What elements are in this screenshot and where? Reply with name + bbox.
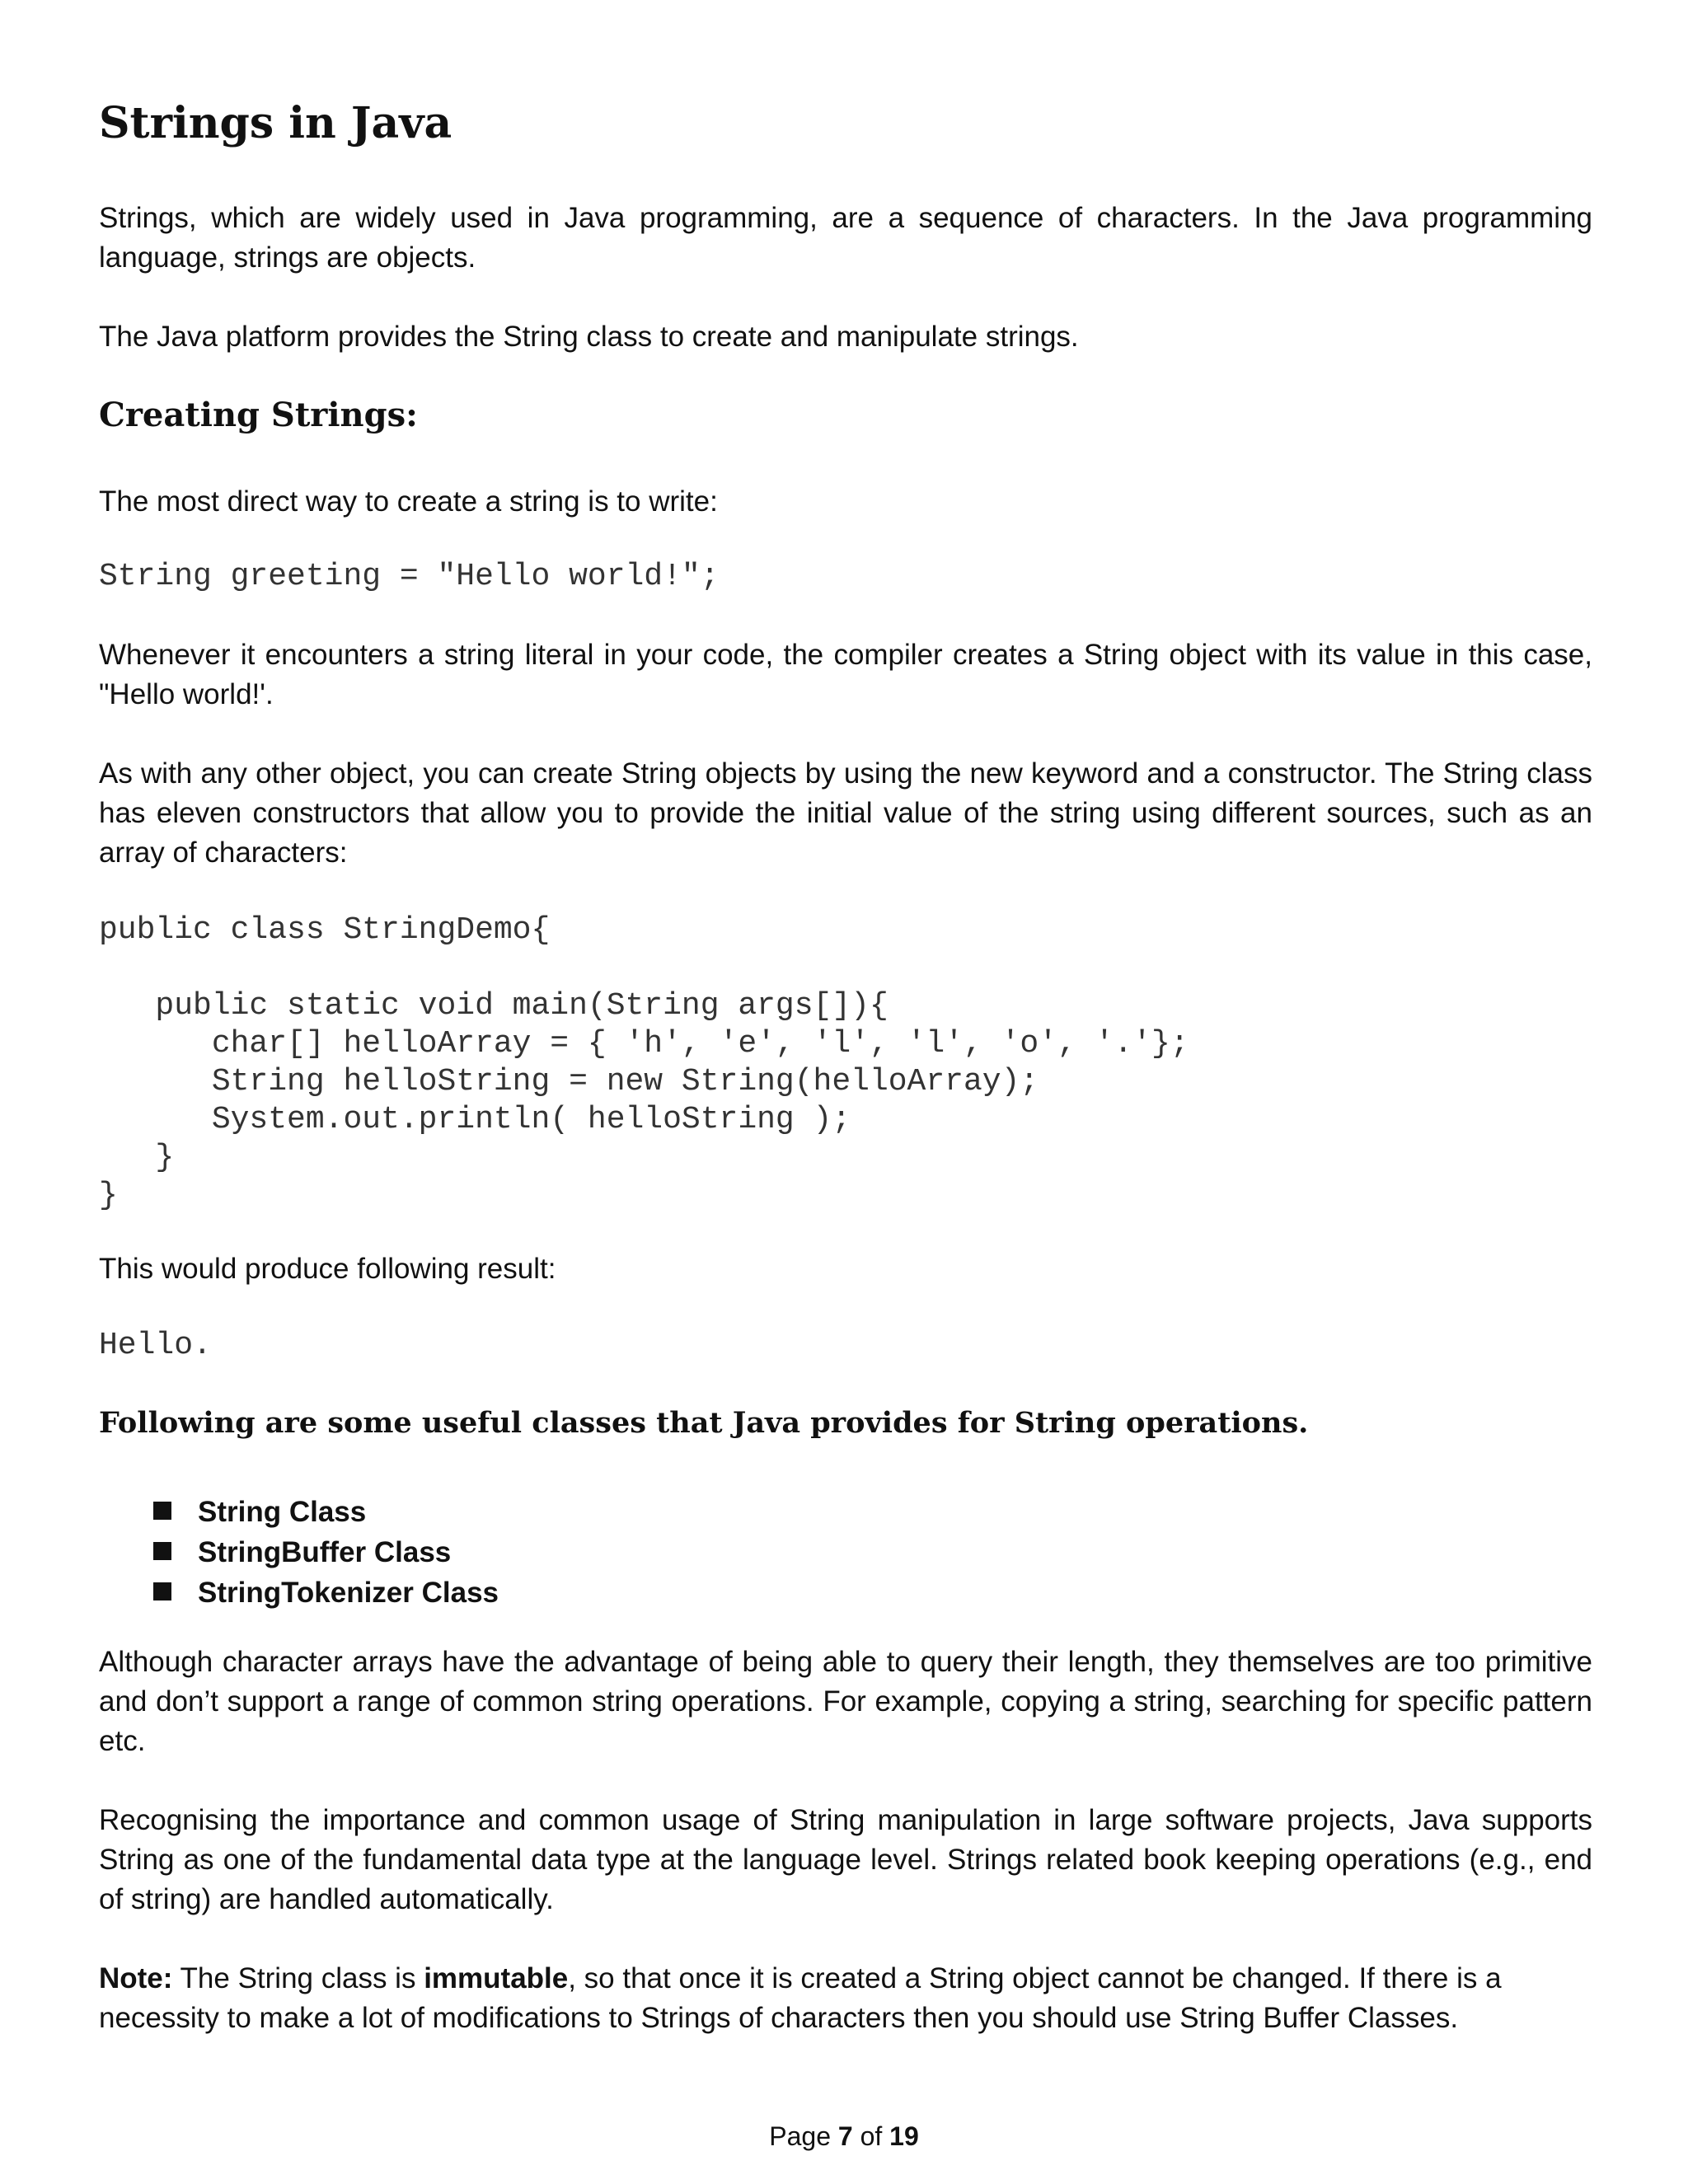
note-label: Note:: [99, 1962, 173, 1994]
creating-paragraph-2: Whenever it encounters a string literal in your code, the compiler creates a String object with its value in this case, "Hello world!'.: [99, 639, 1592, 710]
creating-paragraph-4: This would produce following result:: [99, 1253, 556, 1285]
code-greeting: String greeting = "Hello world!";: [99, 559, 720, 594]
note-text-after: , so that once it is created a String object cannot be changed. If there is a necessity to make a lot of modifications to Strings of characters then you should use String Buffer Classes.: [99, 1962, 1502, 2034]
list-item: [153, 1572, 499, 1613]
intro-paragraph-1: Strings, which are widely used in Java programming, are a sequence of characters. In the Java programming language, strings are objects.: [99, 202, 1592, 274]
code-string-demo: public class StringDemo{ public static void main(String args[]){ char[] helloArray = { 'h', 'e', 'l', 'l', 'o', '.'}; String helloString = new String(helloArray); System.out.println( helloString ); } }: [99, 912, 1189, 1213]
section-heading-creating-strings: Creating Strings:: [99, 396, 418, 434]
creating-paragraph-1: The most direct way to create a string is to write:: [99, 485, 718, 518]
page-footer: [0, 2120, 1688, 2153]
code-output: Hello.: [99, 1328, 212, 1363]
square-bullet-icon: [153, 1542, 171, 1560]
intro-paragraph-2: The Java platform provides the String class to create and manipulate strings.: [99, 321, 1079, 353]
square-bullet-icon: [153, 1582, 171, 1601]
footer-middle: of: [852, 2121, 890, 2151]
footer-total-pages: 19: [889, 2121, 919, 2151]
list-item: [153, 1492, 499, 1532]
note-paragraph: [99, 1959, 1592, 2038]
class-list: [153, 1492, 499, 1613]
square-bullet-icon: [153, 1502, 171, 1520]
page-title: Strings in Java: [99, 98, 452, 148]
body-paragraph-1: Although character arrays have the advantage of being able to query their length, they themselves are too primitive and don’t support a range of common string operations. For example, copying a string, searching for specific pattern etc.: [99, 1646, 1592, 1757]
footer-current-page: 7: [837, 2121, 853, 2151]
note-text-before: The String class is: [172, 1962, 424, 1994]
list-item-label: StringTokenizer Class: [198, 1577, 499, 1609]
footer-prefix: Page: [769, 2121, 838, 2151]
section-heading-useful-classes: Following are some useful classes that Java provides for String operations.: [99, 1406, 1309, 1440]
body-paragraph-2: Recognising the importance and common usage of String manipulation in large software projects, Java supports String as one of the fundamental data type at the language level. Strings related book keeping operations (e.g., end of string) are handled automatically.: [99, 1804, 1592, 1915]
list-item-label: String Class: [198, 1496, 367, 1528]
list-item: [153, 1532, 499, 1572]
note-emphasis: immutable: [424, 1962, 569, 1994]
list-item-label: StringBuffer Class: [198, 1536, 452, 1568]
creating-paragraph-3: As with any other object, you can create String objects by using the new keyword and a constructor. The String class has eleven constructors that allow you to provide the initial value of the string using different sources, such as an array of characters:: [99, 757, 1592, 869]
